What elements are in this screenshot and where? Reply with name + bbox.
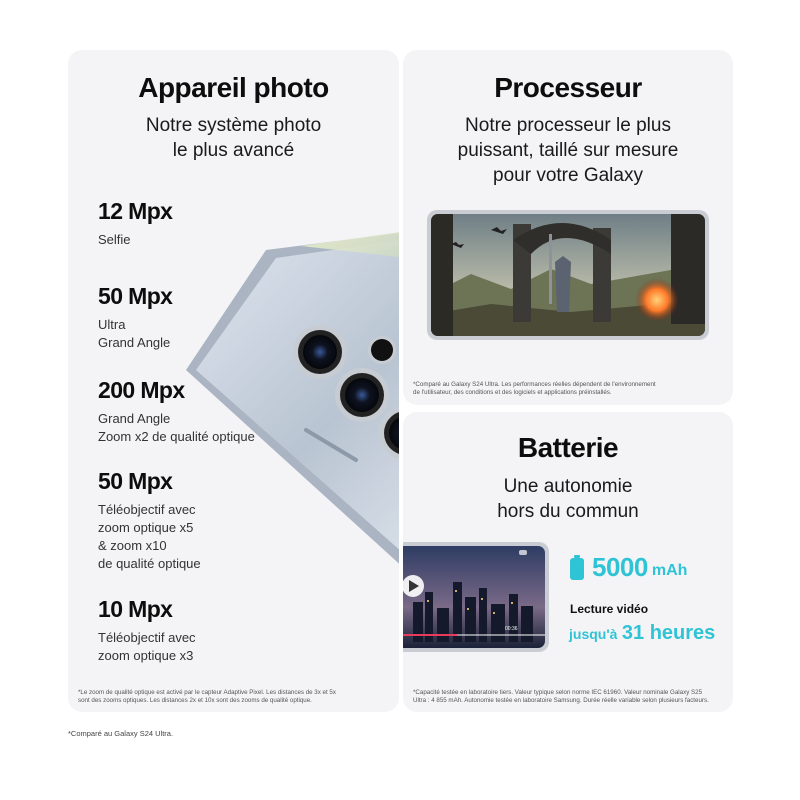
spec-value: 12 Mpx [98, 198, 173, 224]
processor-subtitle-line: pour votre Galaxy [493, 165, 643, 186]
duration-prefix: jusqu'à [569, 626, 618, 642]
footnote-line: *Le zoom de qualité optique est activé par le capteur Adaptive Pixel. Les distances de 3x et 5x [78, 689, 336, 696]
spec-desc: Selfie [98, 232, 131, 247]
battery-subtitle-line: hors du commun [497, 501, 639, 522]
lens-4-icon [368, 336, 396, 364]
spec-telephoto-5x [98, 468, 201, 573]
duration-value: 31 heures [621, 622, 716, 644]
battery-title: Batterie [517, 432, 619, 463]
camera-footnote [78, 689, 336, 705]
spec-desc: Téléobjectif avec zoom optique x3 [98, 630, 196, 663]
spec-desc: Grand Angle Zoom x2 de qualité optique [98, 411, 255, 444]
footnote-line: de l'utilisateur, des conditions et des logiciels et applications préinstallés. [413, 389, 612, 396]
camera-card [68, 50, 399, 712]
processor-card [403, 50, 733, 405]
processor-subtitle [403, 113, 733, 188]
camera-title: Appareil photo [138, 72, 329, 103]
spec-ultra-wide [98, 283, 172, 352]
footnote-line: Ultra : 4 855 mAh. Autonomie testée en laboratoire Samsung. Durée réelle variable selon plusieurs facteurs. [413, 697, 709, 704]
spec-desc: Téléobjectif avec zoom optique x5 & zoom x10 de qualité optique [98, 502, 201, 571]
camera-subtitle [68, 113, 399, 163]
play-icon [403, 575, 424, 597]
global-footnote: *Comparé au Galaxy S24 Ultra. [68, 729, 174, 738]
processor-footnote [413, 381, 656, 397]
battery-card [403, 412, 733, 712]
battery-subtitle-line: Une autonomie [503, 476, 633, 497]
spec-wide [98, 377, 255, 446]
spec-value: 50 Mpx [98, 283, 173, 309]
battery-capacity [569, 552, 687, 583]
spec-telephoto-3x [98, 596, 196, 665]
battery-icon [569, 555, 585, 581]
battery-footnote [413, 689, 709, 705]
footnote-line: sont des zooms optiques. Les distances 2x et 10x sont des zooms de qualité optique. [78, 697, 312, 704]
game-phone-screen [427, 210, 709, 340]
battery-capacity-unit: mAh [651, 561, 688, 579]
lens-1-icon [293, 325, 347, 379]
footnote-line: *Comparé au Galaxy S24 Ultra. Les performances réelles dépendent de l'environnement [413, 381, 656, 388]
battery-subtitle [403, 474, 733, 524]
game-scene-image [431, 214, 705, 336]
spec-selfie [98, 198, 172, 249]
video-timestamp: 00:36 [505, 626, 518, 632]
spec-value: 200 Mpx [98, 377, 185, 403]
processor-title: Processeur [494, 72, 642, 103]
processor-subtitle-line: Notre processeur le plus [465, 115, 671, 136]
spec-value: 10 Mpx [98, 596, 173, 622]
footnote-line: *Capacité testée en laboratoire tiers. Valeur typique selon norme IEC 61960. Valeur nominale Galaxy S25 [413, 689, 703, 696]
lens-2-icon [335, 368, 389, 422]
battery-capacity-value: 5000 [592, 552, 648, 582]
spec-value: 50 Mpx [98, 468, 173, 494]
spec-desc: Ultra Grand Angle [98, 317, 171, 350]
video-phone-illustration [403, 542, 551, 657]
battery-duration [569, 622, 715, 645]
camera-subtitle-line: le plus avancé [172, 140, 295, 161]
processor-subtitle-line: puissant, taillé sur mesure [457, 140, 679, 161]
camera-subtitle-line: Notre système photo [145, 115, 322, 136]
video-playback-label: Lecture vidéo [570, 602, 649, 616]
